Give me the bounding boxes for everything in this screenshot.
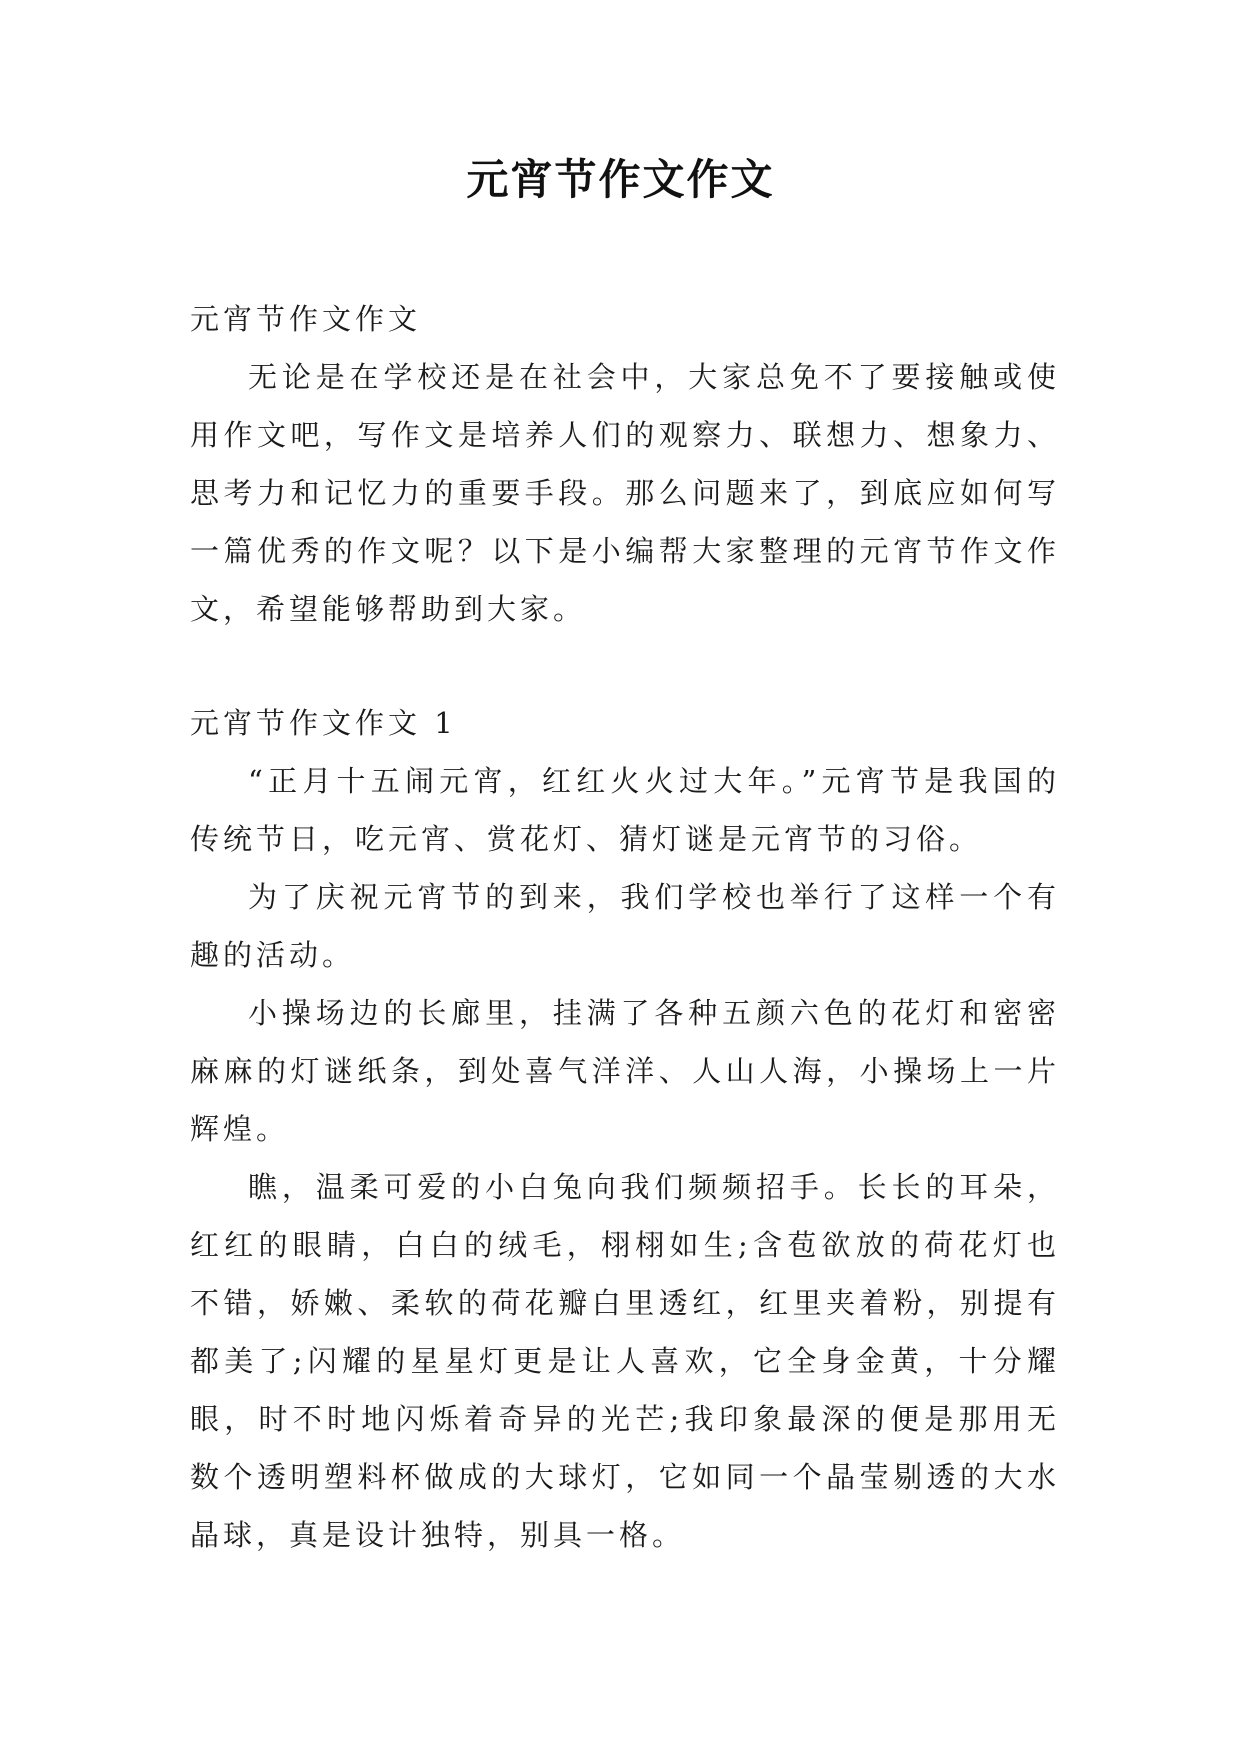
section-essay-1 <box>190 694 1060 1564</box>
section-heading: 元宵节作文作文 1 <box>190 706 457 740</box>
document-title: 元宵节作文作文 <box>466 155 775 204</box>
paragraph: 瞧，温柔可爱的小白兔向我们频频招手。长长的耳朵，红红的眼睛，白白的绒毛，栩栩如生;含苞欲放的荷花灯也不错，娇嫩、柔软的荷花瓣白里透红，红里夹着粉，别提有都美了;闪耀的星星灯更是让人喜欢，它全身金黄，十分耀眼，时不时地闪烁着奇异的光芒;我印象最深的便是那用无数个透明塑料杯做成的大球灯，它如同一个晶莹剔透的大水晶球，真是设计独特，别具一格。 <box>190 1170 1060 1552</box>
paragraph: 小操场边的长廊里，挂满了各种五颜六色的花灯和密密麻麻的灯谜纸条，到处喜气洋洋、人山人海，小操场上一片辉煌。 <box>190 996 1060 1146</box>
paragraph: “正月十五闹元宵，红红火火过大年。”元宵节是我国的传统节日，吃元宵、赏花灯、猜灯谜是元宵节的习俗。 <box>190 764 1060 856</box>
section-heading: 元宵节作文作文 <box>190 302 422 336</box>
paragraph: 为了庆祝元宵节的到来，我们学校也举行了这样一个有趣的活动。 <box>190 880 1060 972</box>
document-body <box>190 290 1060 1564</box>
paragraph: 无论是在学校还是在社会中，大家总免不了要接触或使用作文吧，写作文是培养人们的观察力、联想力、想象力、思考力和记忆力的重要手段。那么问题来了，到底应如何写一篇优秀的作文呢？以下是小编帮大家整理的元宵节作文作文，希望能够帮助到大家。 <box>190 360 1060 626</box>
section-intro <box>190 290 1060 638</box>
